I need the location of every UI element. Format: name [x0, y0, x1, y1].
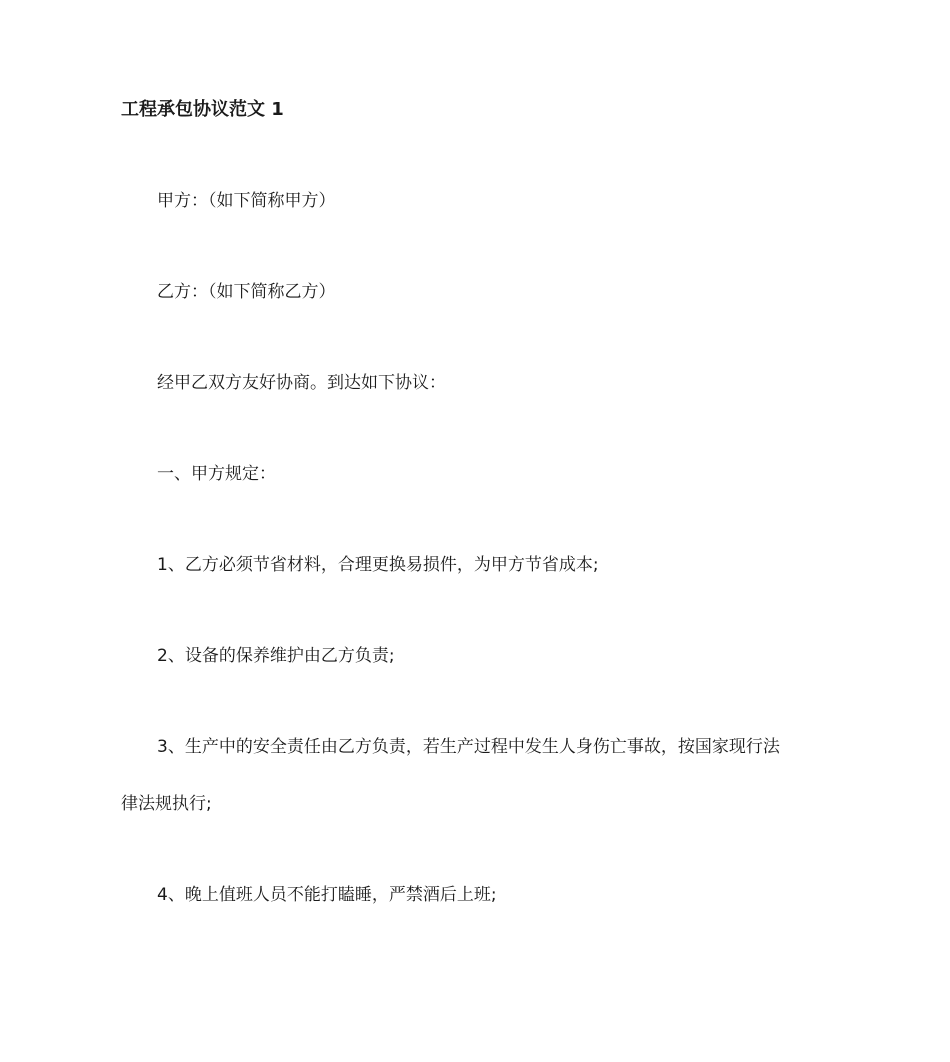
- agreement-intro: 经甲乙双方友好协商。到达如下协议：: [157, 373, 446, 393]
- party-b-line: 乙方：（如下简称乙方）: [157, 282, 336, 302]
- clause-3-line-2: 律法规执行;: [121, 794, 212, 814]
- section-heading-party-a: 一、甲方规定：: [157, 464, 276, 484]
- clause-1: 1、乙方必须节省材料，合理更换易损件，为甲方节省成本;: [157, 555, 599, 575]
- document-title: 工程承包协议范文 1: [121, 99, 284, 120]
- clause-4: 4、晚上值班人员不能打瞌睡，严禁酒后上班;: [157, 885, 497, 905]
- party-a-line: 甲方：（如下简称甲方）: [157, 191, 336, 211]
- clause-2: 2、设备的保养维护由乙方负责;: [157, 646, 395, 666]
- clause-3-line-1: 3、生产中的安全责任由乙方负责，若生产过程中发生人身伤亡事故，按国家现行法: [157, 737, 780, 757]
